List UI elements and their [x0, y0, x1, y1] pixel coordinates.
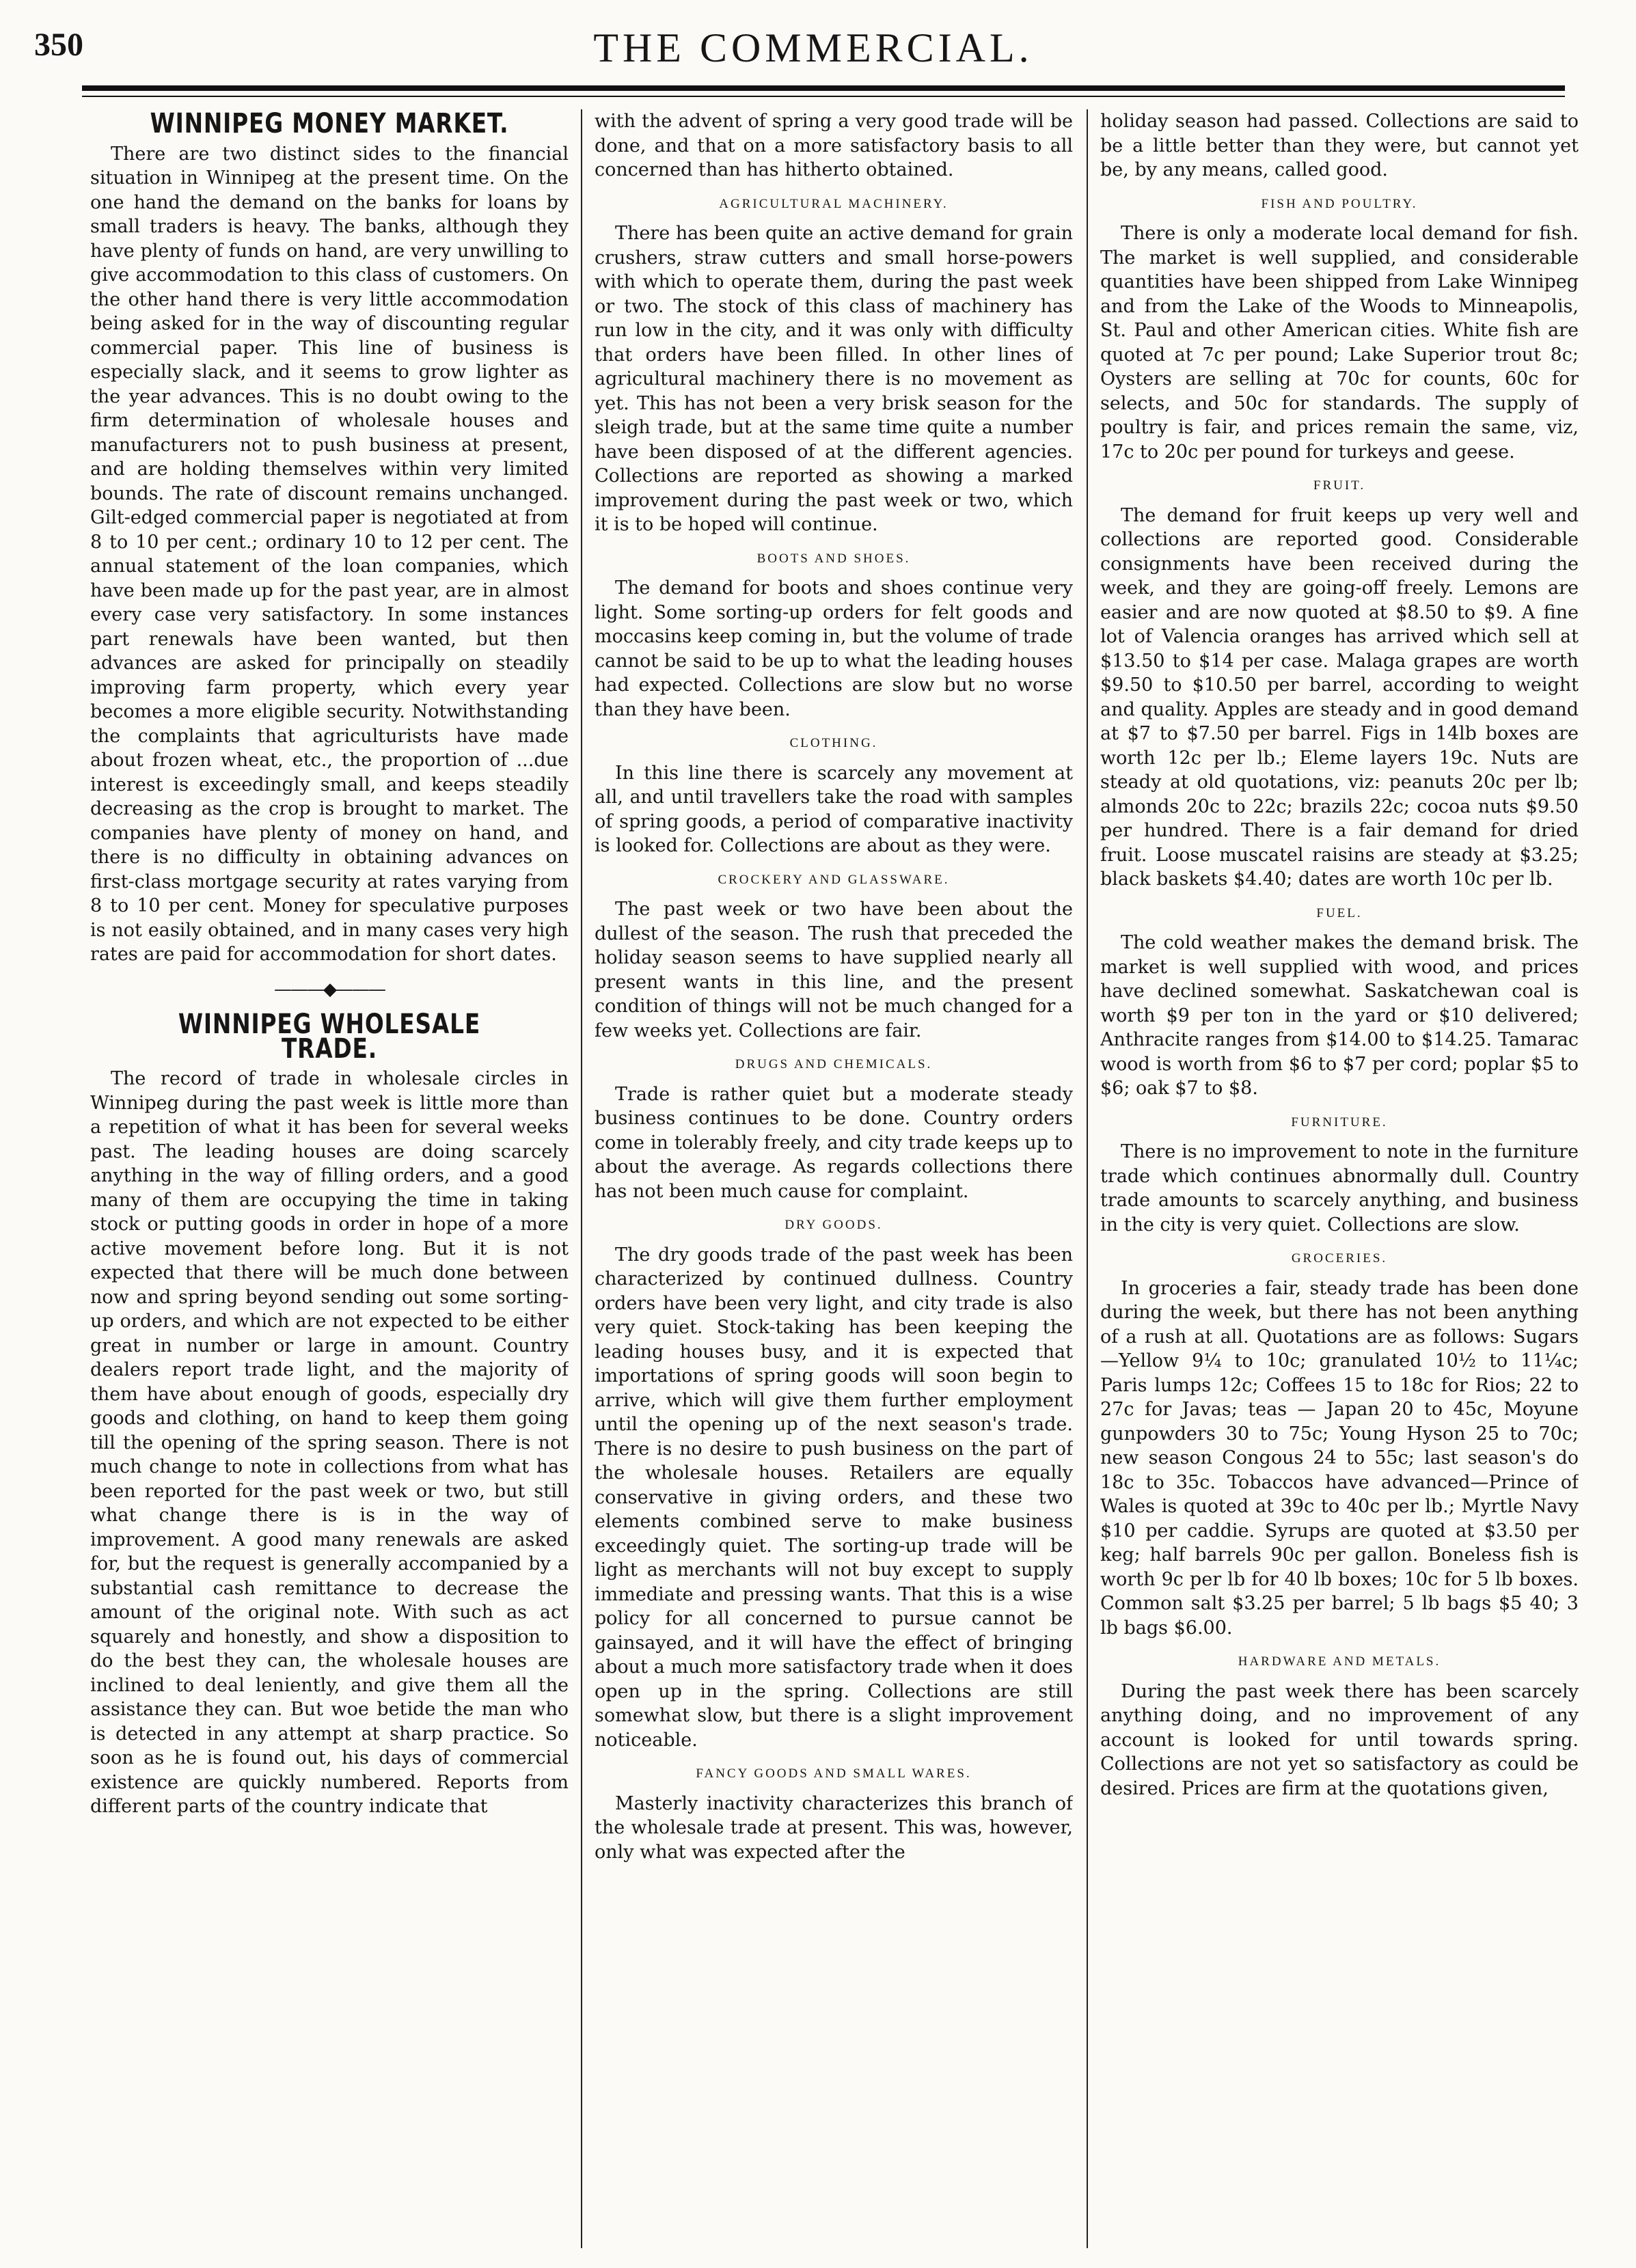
section-heading-hardware: HARDWARE AND METALS.	[1238, 1654, 1441, 1669]
section-heading-crockery: CROCKERY AND GLASSWARE.	[718, 872, 950, 887]
section-body-hardware: During the past week there has been scarcely anything doing, and no improvement of any account is looked for until towards spring. Collections are not yet so satisfactory as could be desired. Prices are firm at the quotations given,	[1100, 1680, 1579, 1799]
section-heading-agricultural: AGRICULTURAL MACHINERY.	[719, 196, 949, 211]
section-body-drugs: Trade is rather quiet but a moderate steady business continues to be done. Country orders come in tolerably freely, and city trade keeps up to about the average. As regards collections there has not been much cause for complaint.	[595, 1083, 1073, 1202]
masthead-rule	[82, 85, 1565, 91]
section-heading-furniture: FURNITURE.	[1291, 1115, 1388, 1130]
column-divider	[1087, 109, 1088, 2248]
section-body-fruit: The demand for fruit keeps up very well and collections are reported good. Considerable consignments have been received during the week, and they are going-off freely. Lemons are easier and are now quoted at $8.50 to $9. A fine lot of Valencia oranges has arrived which sell at $13.50 to $14 per case. Malaga grapes are worth $9.50 to $10.50 per barrel, according to weight and quality. Apples are steady and in good demand at $7 to $7.50 per barrel. Figs in 14lb boxes are worth 12c per lb.; Eleme layers 19c. Nuts are steady at old quotations, viz: peanuts 20c per lb; almonds 20c to 22c; brazils 22c; cocoa nuts $9.50 per hundred. There is a fair demand for dried fruit. Loose muscatel raisins are steady at $3.25; black baskets $4.40; dates are worth 10c per lb.	[1100, 504, 1579, 890]
money-market-body: There are two distinct sides to the financial situation in Winnipeg at the present time. On the one hand the demand on the banks for loans by small traders is heavy. The banks, although they have plenty of funds on hand, are very unwilling to give accommodation to this class of customers. On the other hand there is very little accommodation being asked for in the way of discounting regular commercial paper. This line of business is especially slack, and it seems to grow lighter as the year advances. This is no doubt owing to the firm determination of wholesale houses and manufacturers not to push business at present, and are holding themselves within very limited bounds. The rate of discount remains unchanged. Gilt-edged commercial paper is negotiated at from 8 to 10 per cent.; ordinary 10 to 12 per cent. The annual statement of the loan companies, which have been made up for the past year, are in almost every case very satisfactory. In some instances part renewals have been wanted, but then advances are asked for principally on steadily improving farm property, which every year becomes a more eligible security. Notwithstanding the complaints that agriculturists have made about frozen wheat, etc., the proportion of ...due interest is exceedingly small, and keeps steadily decreasing as the crop is brought to market. The companies have plenty of money on hand, and there is no difficulty in obtaining advances on first-class mortgage security at rates varying from 8 to 10 per cent. Money for speculative purposes is not easily obtained, and in many cases very high rates are paid for accommodation for short dates.	[90, 143, 569, 965]
section-heading-boots: BOOTS AND SHOES.	[756, 551, 911, 566]
wholesale-trade-headline: WINNIPEG WHOLESALE TRADE.	[178, 1009, 481, 1065]
section-body-boots: The demand for boots and shoes continue very light. Some sorting-up orders for felt goods and moccasins keep coming in, but the volume of trade cannot be said to be up to what the leading houses had expected. Collections are slow but no worse than they have been.	[595, 577, 1073, 720]
masthead-rule-thin	[82, 96, 1565, 97]
masthead	[27, 12, 1599, 81]
section-heading-dry-goods: DRY GOODS.	[785, 1218, 883, 1232]
wholesale-trade-intro-continued: with the advent of spring a very good trade will be done, and that on a more satisfactory basis to all concerned than has hitherto obtained.	[595, 111, 1073, 180]
section-body-clothing: In this line there is scarcely any movement at all, and until travellers take the road with samples of spring goods, a period of comparative inactivity is looked for. Collections are about as they were.	[595, 762, 1073, 856]
section-body-fancy-goods: Masterly inactivity characterizes this branch of the wholesale trade at present. This was, however, only what was expected after the	[595, 1792, 1073, 1863]
section-body-agricultural: There has been quite an active demand for grain crushers, straw cutters and small horse-powers with which to operate them, during the past week or two. The stock of this class of machinery has run low in the city, and it was only with difficulty that orders have been filled. In other lines of agricultural machinery there is no movement as yet. This has not been a very brisk season for the sleigh trade, but at the same time quite a number have been disposed of at the different agencies. Collections are reported as showing a marked improvement during the past week or two, which it is to be hoped will continue.	[595, 223, 1073, 535]
section-body-fish: There is only a moderate local demand for fish. The market is well supplied, and considerable quantities have been shipped from Lake Winnipeg and from the Lake of the Woods to Minneapolis, St. Paul and other American cities. White fish are quoted at 7c per pound; Lake Superior trout 8c; Oysters are selling at 70c for counts, 60c for selects, and 50c for standards. The supply of poultry is fair, and prices remain the same, viz, 17c to 20c per pound for turkeys and geese.	[1100, 223, 1579, 463]
section-body-fancy-goods-continued: holiday season had passed. Collections are said to be a little better than they were, but cannot yet be, by any means, called good.	[1100, 111, 1579, 180]
section-heading-fuel: FUEL.	[1316, 905, 1363, 920]
section-body-dry-goods: The dry goods trade of the past week has been characterized by continued dullness. Country orders have been very light, and city trade is also very quiet. Stock-taking has been keeping the leading houses busy, and it is expected that importations of spring goods will soon begin to arrive, which will give them further employment until the opening up of the next season's trade. There is no desire to push business on the part of the wholesale houses. Retailers are equally conservative in giving orders, and these two elements combined serve to make business exceedingly quiet. The sorting-up trade will be light as merchants will not buy except to supply immediate and pressing wants. That this is a wise policy for all concerned to pursue cannot be gainsayed, and it will have the effect of bringing about a much more satisfactory trade when it does open up in the spring. Collections are still somewhat slow, but there is a slight improvement noticeable.	[595, 1244, 1073, 1751]
section-heading-fruit: FRUIT.	[1313, 478, 1366, 493]
section-body-fuel: The cold weather makes the demand brisk. The market is well supplied with wood, and prices have declined somewhat. Saskatchewan coal is worth $9 per ton in the yard or $10 delivered; Anthracite ranges from $14.00 to $14.25. Tamarac wood is worth from $6 to $7 per cord; poplar $5 to $6; oak $7 to $8.	[1100, 932, 1579, 1099]
column-2	[595, 109, 1073, 2255]
section-heading-drugs: DRUGS AND CHEMICALS.	[735, 1057, 933, 1071]
section-body-furniture: There is no improvement to note in the furniture trade which continues abnormally dull. Country trade amounts to scarcely anything, and business in the city is very quiet. Collections are slow.	[1100, 1141, 1579, 1235]
section-heading-fancy-goods: FANCY GOODS AND SMALL WARES.	[696, 1766, 972, 1781]
column-1	[90, 109, 569, 2255]
wholesale-trade-intro: The record of trade in wholesale circles in Winnipeg during the past week is little more than a repetition of what it has been for several weeks past. The leading houses are doing scarcely anything in the way of filling orders, and a good many of them are occupying the time in taking stock or putting goods in order in hope of a more active movement before long. But it is not expected that there will be much done between now and spring beyond sending out some sorting-up orders, and which are not expected to be either great in number or large in amount. Country dealers report trade light, and the majority of them have about enough of goods, especially dry goods and clothing, on hand to keep them going till the opening of the spring season. There is not much change to note in collections from what has been reported for the past week or two, but still what change there is is in the way of improvement. A good many renewals are asked for, but the request is generally accompanied by a substantial cash remittance to decrease the amount of the original note. With such as act squarely and honestly, and show a disposition to do the best they can, the wholesale houses are inclined to deal leniently, and give them all the assistance they can. But woe betide the man who is detected in any attempt at sharp practice. So soon as he is found out, his days of commercial existence are quickly numbered. Reports from different parts of the country indicate that	[90, 1068, 569, 1817]
section-heading-clothing: CLOTHING.	[789, 736, 878, 750]
section-body-crockery: The past week or two have been about the dullest of the season. The rush that preceded the holiday season seems to have supplied nearly all present wants in this line, and the present condition of things will not be much changed for a few weeks yet. Collections are fair.	[595, 899, 1073, 1041]
paper-title: THE COMMERCIAL.	[593, 25, 1033, 70]
column-divider	[581, 109, 582, 2248]
page-number: 350	[34, 27, 83, 63]
section-ornament: ———◆———	[274, 979, 385, 1000]
section-heading-groceries: GROCERIES.	[1291, 1251, 1388, 1266]
money-market-headline: WINNIPEG MONEY MARKET.	[150, 109, 509, 139]
column-3	[1100, 109, 1579, 2255]
section-body-groceries: In groceries a fair, steady trade has been done during the week, but there has not been anything of a rush at all. Quotations are as follows: Sugars—Yellow 9¼ to 10c; granulated 10½ to 11¼c; Paris lumps 12c; Coffees 15 to 18c for Rios; 22 to 27c for Javas; teas — Japan 20 to 45c, Moyune gunpowders 30 to 75c; Young Hyson 25 to 70c; new season Congous 24 to 55c; last season's do 18c to 35c. Tobaccos have advanced—Prince of Wales is quoted at 39c to 40c per lb.; Myrtle Navy $10 per caddie. Syrups are quoted at $3.50 per keg; half barrels 90c per gallon. Boneless fish is worth 9c per lb for 40 lb boxes; 10c for 5 lb boxes. Common salt $3.25 per barrel; 5 lb bags $5 40; 3 lb bags $6.00.	[1100, 1277, 1579, 1639]
section-heading-fish: FISH AND POULTRY.	[1261, 196, 1418, 211]
